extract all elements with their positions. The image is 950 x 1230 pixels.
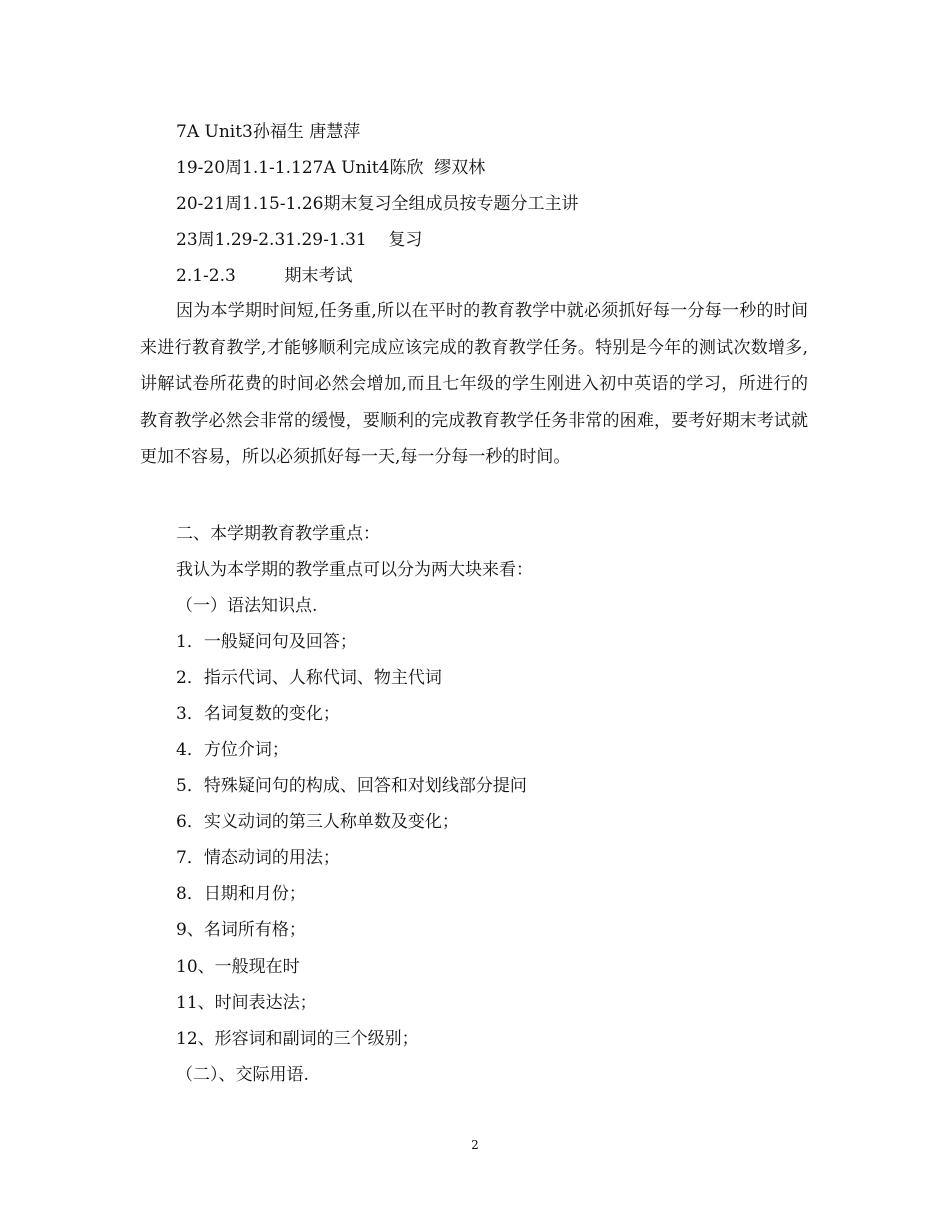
schedule-line: 19-20周1.1-1.127A Unit4陈欣 缪双林 (176, 158, 486, 178)
page-number: 2 (471, 1138, 479, 1152)
grammar-point: 3．名词复数的变化； (176, 704, 340, 724)
grammar-point: 1．一般疑问句及回答； (176, 632, 357, 652)
section-heading: 二、本学期教育教学重点： (176, 524, 380, 544)
grammar-point: 2．指示代词、人称代词、物主代词 (176, 668, 442, 688)
grammar-point: 4．方位介词； (176, 740, 289, 760)
grammar-point: 12、形容词和副词的三个级别； (176, 1029, 419, 1049)
intro-paragraph: 因为本学期时间短,任务重,所以在平时的教育教学中就必须抓好每一分每一秒的时间来进行教育教学,才能够顺利完成应该完成的教育教学任务。特别是今年的测试次数增多,讲解试卷所花费的时间必然会增加,而且七年级的学生刚进入初中英语的学习，所进行的教育教学必然会非常的缓慢，要顺利的完成教育教学任务非常的困难，要考好期末考试就更加不容易，所以必须抓好每一天,每一分每一秒的时间。 (140, 301, 808, 467)
section-intro: 我认为本学期的教学重点可以分为两大块来看： (176, 560, 533, 580)
grammar-point: 8．日期和月份； (176, 884, 306, 904)
grammar-point: 9、名词所有格； (176, 920, 306, 940)
schedule-line: 23周1.29-2.31.29-1.31 复习 (176, 230, 423, 250)
subheading-communication: （二）、交际用语. (176, 1065, 309, 1085)
subheading-grammar: （一）语法知识点. (176, 596, 318, 616)
schedule-line: 20-21周1.15-1.26期末复习全组成员按专题分工主讲 (176, 194, 579, 214)
grammar-point: 11、时间表达法； (176, 993, 317, 1013)
schedule-line: 7A Unit3孙福生 唐慧萍 (176, 122, 361, 142)
grammar-point: 6．实义动词的第三人称单数及变化； (176, 812, 459, 832)
grammar-point: 5．特殊疑问句的构成、回答和对划线部分提问 (176, 776, 527, 796)
schedule-line: 2.1-2.3 期末考试 (176, 266, 353, 286)
grammar-point: 10、一般现在时 (176, 957, 300, 977)
grammar-point: 7．情态动词的用法； (176, 848, 340, 868)
